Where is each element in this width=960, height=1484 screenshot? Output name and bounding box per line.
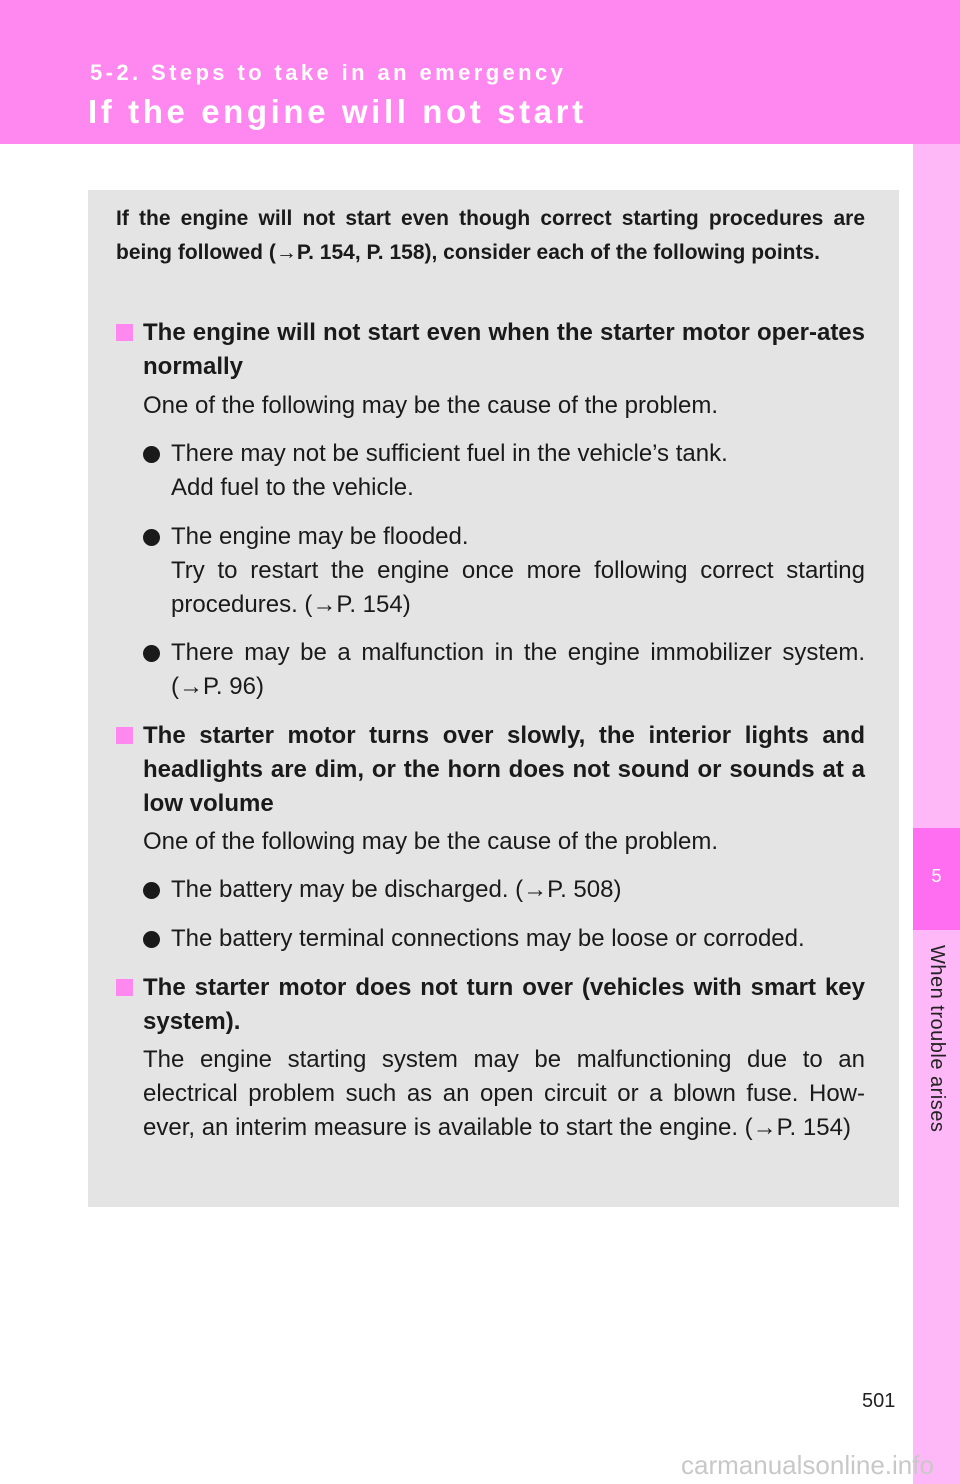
circle-bullet-icon bbox=[143, 882, 160, 899]
circle-bullet-icon bbox=[143, 645, 160, 662]
content-box bbox=[88, 190, 899, 1207]
section-text: The engine starting system may be malfunctioning due to an electrical problem such as an open circuit or a blown fuse. How-ever, an interim measure is available to start the engine. (→P. 154) bbox=[143, 1046, 865, 1141]
section-heading-text: The starter motor turns over slowly, the interior lights and headlights are dim, or the horn does not sound or sounds at a low volume bbox=[143, 722, 865, 817]
list-item-text: There may be a malfunction in the engine immobilizer system. (→P. 96) bbox=[171, 639, 865, 700]
list-item-text: The battery terminal connections may be loose or corroded. bbox=[171, 925, 805, 952]
list-item-subtext: Try to restart the engine once more following correct starting procedures. (→P. 154) bbox=[171, 557, 865, 618]
section-text: One of the following may be the cause of the problem. bbox=[143, 392, 719, 419]
section-heading bbox=[116, 719, 865, 821]
section-heading-text: The engine will not start even when the starter motor oper-ates normally bbox=[143, 319, 865, 380]
page-number: 501 bbox=[862, 1390, 896, 1412]
circle-bullet-icon bbox=[143, 529, 160, 546]
square-bullet-icon bbox=[116, 727, 133, 744]
section-heading bbox=[116, 971, 865, 1039]
chapter-tab-number: 5 bbox=[931, 866, 942, 886]
chapter-side-label: When trouble arises bbox=[926, 945, 948, 1133]
square-bullet-icon bbox=[116, 979, 133, 996]
page-title: If the engine will not start bbox=[88, 93, 587, 130]
section-heading bbox=[116, 316, 865, 384]
list-item bbox=[143, 437, 865, 505]
list-item bbox=[143, 520, 865, 622]
list-item bbox=[143, 636, 865, 704]
section-heading-text: The starter motor does not turn over (vehicles with smart key system). bbox=[143, 974, 865, 1035]
list-item bbox=[143, 873, 865, 907]
watermark-text: carmanualsonline.info bbox=[681, 1450, 934, 1480]
list-item-text: The engine may be flooded. bbox=[171, 523, 469, 550]
chapter-tab bbox=[913, 828, 960, 930]
chapter-header bbox=[0, 0, 960, 144]
list-item-subtext: Add fuel to the vehicle. bbox=[171, 474, 414, 501]
list-item-text: There may not be sufficient fuel in the vehicle’s tank. bbox=[171, 440, 728, 467]
section-label: 5-2. Steps to take in an emergency bbox=[90, 60, 567, 85]
square-bullet-icon bbox=[116, 324, 133, 341]
list-item-text: The battery may be discharged. (→P. 508) bbox=[171, 876, 622, 903]
circle-bullet-icon bbox=[143, 446, 160, 463]
list-item bbox=[143, 922, 865, 956]
circle-bullet-icon bbox=[143, 931, 160, 948]
section-text: One of the following may be the cause of the problem. bbox=[143, 828, 719, 855]
intro-text: If the engine will not start even though correct starting procedures are being followed (→P. 154, P. 158), consider each of the following points. bbox=[116, 207, 865, 264]
side-strip bbox=[913, 144, 960, 1484]
